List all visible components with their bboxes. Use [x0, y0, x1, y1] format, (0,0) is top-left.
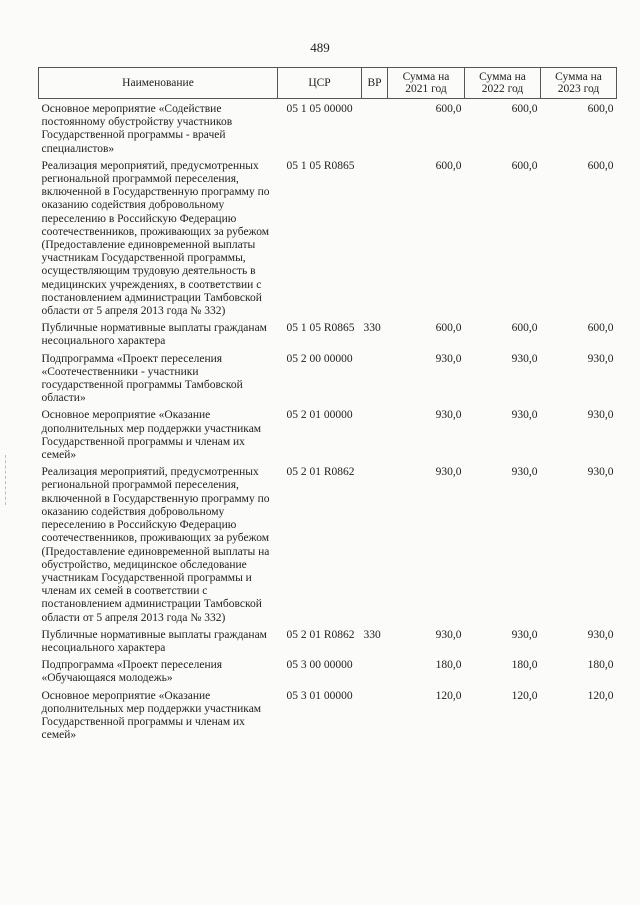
header-name: Наименование [39, 68, 278, 99]
row-sum-2021: 930,0 [435, 466, 462, 479]
table-row [39, 625, 617, 655]
table-row [39, 318, 617, 348]
row-vr-code [362, 349, 388, 406]
row-csr-code: 05 2 01 00000 [286, 409, 353, 422]
header-sum-2021: Сумма на 2021 год [388, 68, 465, 99]
row-sum-2021: 930,0 [435, 409, 462, 422]
row-sum-2023: 930,0 [587, 466, 614, 479]
row-name: Публичные нормативные выплаты гражданам несоциального характера [41, 322, 267, 348]
row-sum-2022: 930,0 [511, 628, 538, 641]
row-sum-2023: 180,0 [587, 659, 614, 672]
row-name: Реализация мероприятий, предусмотренных региональной программой переселения, включенной в Государственную программу по оказанию содействия добровольному переселению в Российскую Федерацию соотечественников, проживающих за рубежом (Предоставление единовременной выплаты на обустройство, медицинское обследование участникам Государственной программы и членам их семей в соответствии с постановлением администрации Тамбовской области от 5 апреля 2013 года № 332) [41, 466, 270, 624]
table-row [39, 349, 617, 406]
table-header-row [39, 68, 617, 99]
table-row [39, 686, 617, 743]
budget-table [38, 67, 617, 742]
row-sum-2021: 930,0 [435, 628, 462, 641]
row-name: Подпрограмма «Проект переселения «Соотечественники - участники государственной программы Тамбовской области» [41, 352, 243, 405]
table-row [39, 156, 617, 318]
row-vr-code [362, 156, 388, 318]
row-csr-code: 05 1 05 R0865 [286, 322, 355, 335]
header-vr: ВР [362, 68, 388, 99]
row-sum-2023: 600,0 [587, 322, 614, 335]
row-sum-2022: 930,0 [511, 352, 538, 365]
scan-margin-mark [5, 455, 7, 505]
page-number: 489 [310, 40, 330, 55]
row-sum-2022: 600,0 [511, 322, 538, 335]
row-sum-2023: 930,0 [587, 628, 614, 641]
row-sum-2021: 180,0 [435, 659, 462, 672]
header-sum-2022: Сумма на 2022 год [465, 68, 541, 99]
header-sum-2023: Сумма на 2023 год [541, 68, 617, 99]
table-row [39, 655, 617, 685]
row-sum-2023: 930,0 [587, 352, 614, 365]
row-name: Основное мероприятие «Содействие постоянному обустройству участников Государственной программы - врачей специалистов» [41, 103, 233, 155]
row-name: Публичные нормативные выплаты гражданам несоциального характера [41, 628, 267, 654]
row-sum-2021: 600,0 [435, 103, 462, 115]
row-vr-code [362, 462, 388, 624]
row-vr-code [362, 655, 388, 685]
row-name: Основное мероприятие «Оказание дополнительных мер поддержки участникам Государственной программы и членам их семей» [41, 689, 262, 742]
row-csr-code: 05 2 01 R0862 [286, 628, 355, 641]
row-vr-code [362, 686, 388, 743]
table-row [39, 462, 617, 624]
row-sum-2023: 930,0 [587, 409, 614, 422]
row-sum-2021: 600,0 [435, 322, 462, 335]
row-sum-2022: 600,0 [511, 103, 538, 115]
row-vr-code [362, 405, 388, 462]
row-csr-code: 05 1 05 00000 [286, 103, 353, 115]
table-row [39, 99, 617, 156]
row-sum-2022: 600,0 [511, 159, 538, 172]
row-name: Реализация мероприятий, предусмотренных региональной программой переселения, включенной в Государственную программу по оказанию содействия добровольному переселению в Российскую Федерацию соотечественников, проживающих за рубежом (Предоставление единовременной выплаты участникам Государственной программы, осуществляющим трудовую деятельность в медицинских учреждениях, в соответствии с постановлением администрации Тамбовской области от 5 апреля 2013 года № 332) [41, 159, 270, 318]
row-sum-2022: 180,0 [511, 659, 538, 672]
row-csr-code: 05 3 00 00000 [286, 659, 353, 672]
row-vr-code: 330 [363, 322, 381, 335]
row-csr-code: 05 2 00 00000 [286, 352, 353, 365]
row-csr-code: 05 2 01 R0862 [286, 466, 355, 479]
row-sum-2023: 120,0 [587, 689, 614, 702]
row-name: Основное мероприятие «Оказание дополнительных мер поддержки участникам Государственной программы и членам их семей» [41, 409, 262, 462]
row-vr-code: 330 [363, 628, 381, 641]
table-body [39, 99, 617, 743]
row-sum-2022: 930,0 [511, 466, 538, 479]
row-name: Подпрограмма «Проект переселения «Обучающаяся молодежь» [41, 659, 223, 685]
row-sum-2022: 930,0 [511, 409, 538, 422]
row-csr-code: 05 1 05 R0865 [286, 159, 355, 172]
row-vr-code [362, 99, 388, 156]
header-csr: ЦСР [278, 68, 362, 99]
row-sum-2021: 120,0 [435, 689, 462, 702]
row-sum-2021: 600,0 [435, 159, 462, 172]
row-sum-2022: 120,0 [511, 689, 538, 702]
row-sum-2021: 930,0 [435, 352, 462, 365]
table-row [39, 405, 617, 462]
row-sum-2023: 600,0 [587, 103, 614, 115]
row-csr-code: 05 3 01 00000 [286, 689, 353, 702]
row-sum-2023: 600,0 [587, 159, 614, 172]
